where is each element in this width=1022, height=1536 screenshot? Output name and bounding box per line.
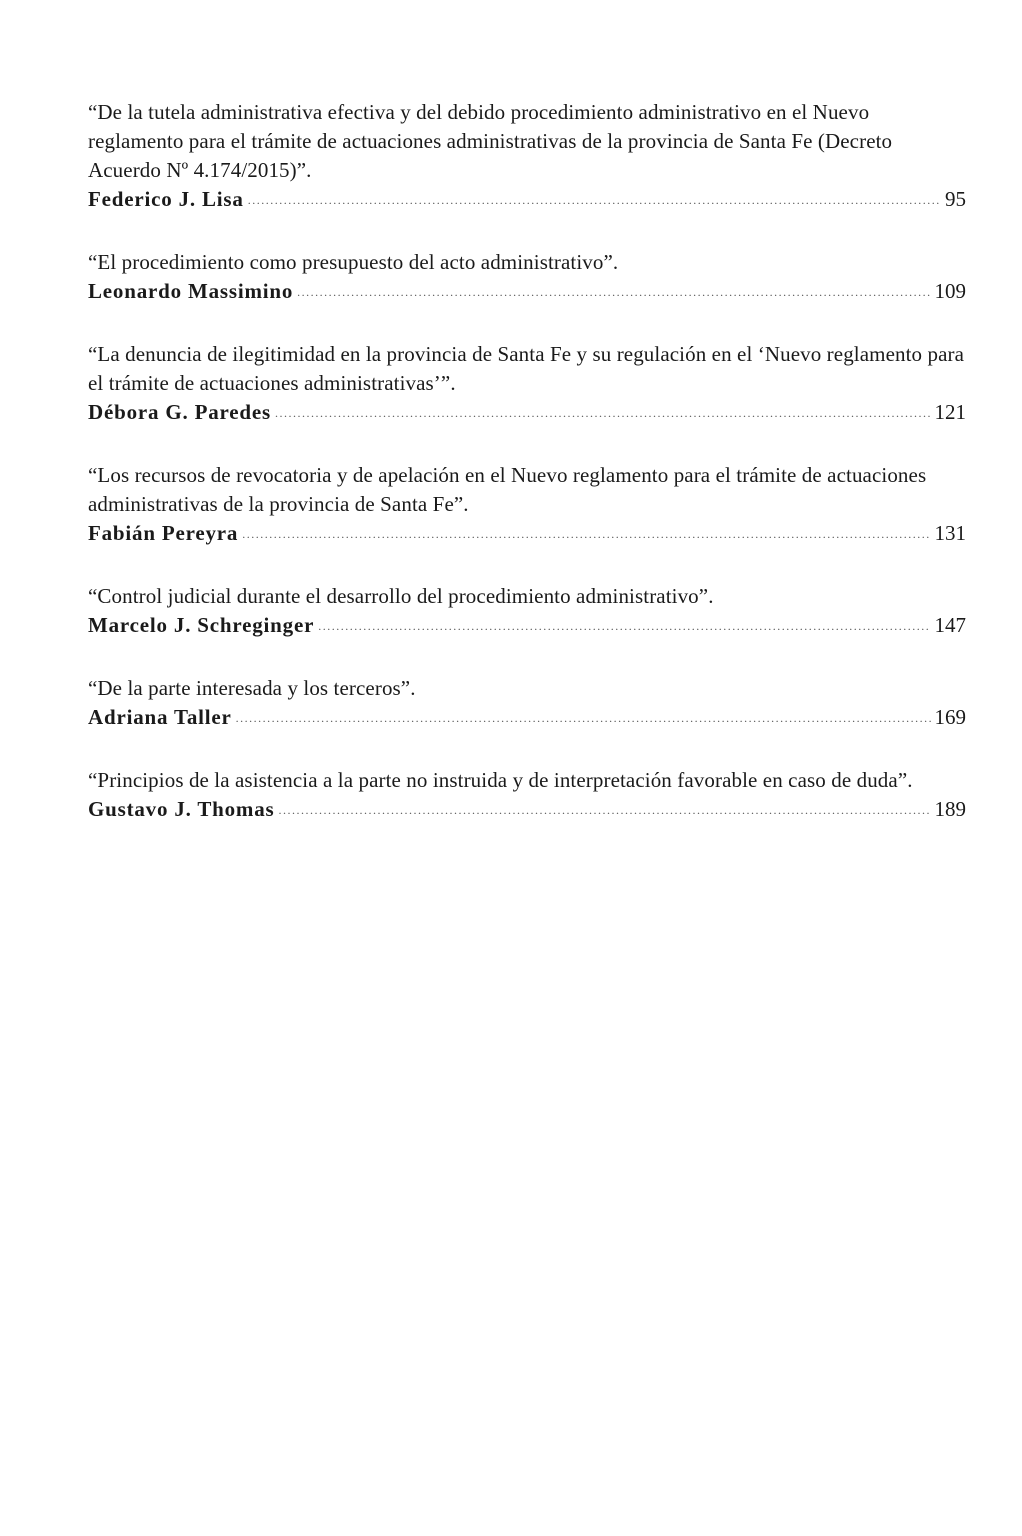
entry-page-number: 147: [934, 613, 966, 637]
entry-author: Adriana Taller: [88, 705, 232, 729]
table-of-contents: [88, 98, 966, 824]
entry-title: “De la parte interesada y los terceros”.: [88, 676, 416, 700]
entry-title: “La denuncia de ilegitimidad en la provincia de Santa Fe y su regulación en el ‘Nuevo reglamento para el trámite de actuaciones administrativas’”.: [88, 342, 965, 395]
entry-title: “Control judicial durante el desarrollo del procedimiento administrativo”.: [88, 584, 714, 608]
entry-author: Gustavo J. Thomas: [88, 797, 275, 821]
entry-title: “Principios de la asistencia a la parte no instruida y de interpretación favorable en caso de duda”.: [88, 768, 913, 792]
entry-page-number: 109: [934, 279, 966, 303]
dot-leader: [318, 612, 930, 640]
entry-page-number: 121: [934, 400, 966, 424]
entry-author-line: [88, 795, 966, 824]
entry-author-line: [88, 703, 966, 732]
entry-page-number: 169: [934, 705, 966, 729]
toc-entry: [88, 766, 966, 824]
dot-leader: [275, 399, 931, 427]
dot-leader: [297, 278, 930, 306]
entry-author-line: [88, 398, 966, 427]
toc-entry: [88, 674, 966, 732]
toc-entry: [88, 461, 966, 548]
entry-author-line: [88, 277, 966, 306]
entry-author: Leonardo Massimino: [88, 279, 294, 303]
entry-author: Federico J. Lisa: [88, 187, 244, 211]
entry-author-line: [88, 611, 966, 640]
entry-page-number: 189: [934, 797, 966, 821]
entry-author: Fabián Pereyra: [88, 521, 239, 545]
toc-entry: [88, 98, 966, 214]
dot-leader: [236, 704, 931, 732]
toc-entry: [88, 340, 966, 427]
entry-author-line: [88, 519, 966, 548]
dot-leader: [279, 796, 931, 824]
entry-page-number: 131: [934, 521, 966, 545]
entry-title: “El procedimiento como presupuesto del acto administrativo”.: [88, 250, 619, 274]
entry-page-number: 95: [945, 187, 966, 211]
dot-leader: [242, 520, 930, 548]
entry-author: Marcelo J. Schreginger: [88, 613, 315, 637]
entry-author-line: [88, 185, 966, 214]
entry-title: “De la tutela administrativa efectiva y del debido procedimiento administrativo en el Nuevo reglamento para el trámite de actuaciones administrativas de la provincia de Santa Fe (Decreto Acuerdo Nº 4.174/2015)”.: [88, 100, 893, 182]
entry-author: Débora G. Paredes: [88, 400, 271, 424]
toc-entry: [88, 582, 966, 640]
toc-entry: [88, 248, 966, 306]
dot-leader: [248, 186, 941, 214]
entry-title: “Los recursos de revocatoria y de apelación en el Nuevo reglamento para el trámite de actuaciones administrativas de la provincia de Santa Fe”.: [88, 463, 927, 516]
